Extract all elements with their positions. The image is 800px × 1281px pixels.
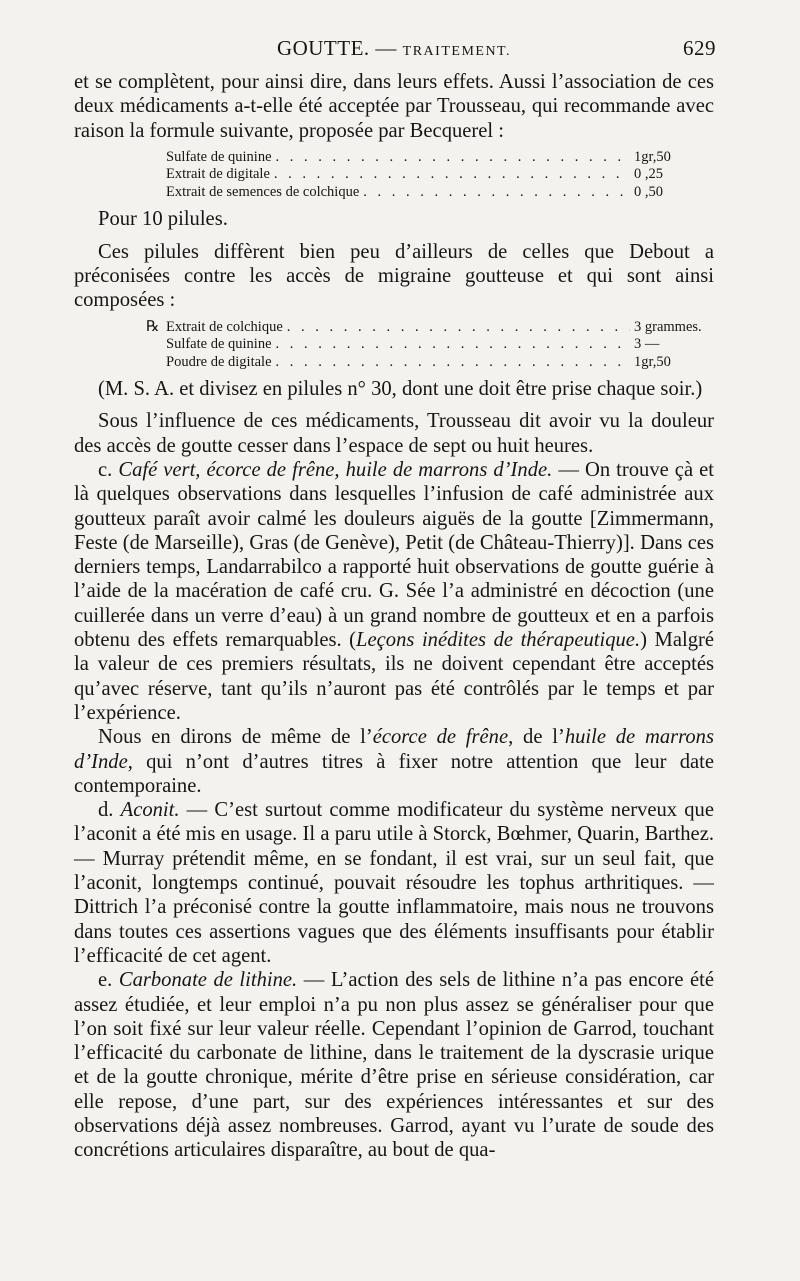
recipe-row [166,184,726,202]
paragraph-cafe-vert [74,458,714,725]
running-subtitle: TRAITEMENT. [402,44,512,59]
paragraph-text: — L’action des sels de lithine n’a pas encore été assez étudiée, et leur emploi n’a pu non plus assez se généraliser pour que l’on soit fixé sur leur valeur réelle. Cependant l’opinion de Garrod, touchant l’efficacité du carbonate de lithine, dans le traitement de la dyscrasie urique et de la goutte chronique, mérite d’être prise en sérieuse considération, car elle repose, d’une part, sur des expériences intéressantes et sur des observations déjà assez nombreuses. Garrod, ayant vu l’urate de soude des concrétions articulaires disparaître, au bout de qua- [74,969,714,1162]
recipe-row [146,318,726,337]
paragraph-dosage-note: (M. S. A. et divisez en pilules n° 30, dont une doit être prise chaque soir.) [98,378,703,401]
running-head [74,36,714,61]
recipe-row [166,336,726,354]
section-label: e. [98,969,113,992]
ingredient-quantity: 3 — [634,336,660,353]
leader-dots [363,184,630,202]
section-title: Café vert, écorce de frêne, huile de marrons d’Inde. [118,458,553,481]
section-title: Aconit. [120,799,180,822]
paragraph-pill-count: Pour 10 pilules. [98,208,228,231]
paragraph-trousseau: Sous l’influence de ces médicaments, Trousseau dit avoir vu la douleur des accès de goutte cesser dans l’espace de sept ou huit heures. [74,410,714,457]
recipe-becquerel [166,149,726,202]
paragraph-text: , qui n’ont d’autres titres à fixer notre attention que leur date contemporaine. [74,750,714,797]
recipe-row [166,149,726,167]
recipe-row [166,354,726,372]
ingredient-name: Extrait de digitale [166,166,270,183]
ingredient-quantity: 3 grammes. [634,318,702,335]
section-label: d. [98,799,114,822]
section-label: c. [98,458,113,481]
ingredient-name: Extrait de colchique [166,318,283,335]
paragraph-text: , de l’ [508,726,565,749]
paragraph-lithine [74,968,714,1162]
italic-term: huile de marrons d’Inde [74,726,714,773]
leader-dots [276,149,630,167]
paragraph-text: — On trouve çà et là quelques observations dans lesquelles l’infusion de café administrée aux goutteux paraît avoir calmé les douleurs aiguës de la goutte [Zimmermann, Feste (de Marseille), Gras (de Genève), Petit (de Château-Thierry)]. Dans ces derniers temps, Landarrabilco a rapporté huit observations de goutte guérie à l’aide de la macération de café cru. G. Sée l’a administré en décoction (une cuillerée dans un verre d’eau) à un grand nombre de goutteux et en a parfois obtenu des effets remarquables. ( [74,458,714,652]
ingredient-name: Poudre de digitale [166,353,272,370]
page-header [74,36,714,70]
leader-dots [287,319,630,337]
section-title: Carbonate de lithine. [118,969,298,992]
ingredient-name: Sulfate de quinine [166,336,272,353]
ingredient-quantity: 0 ,25 [634,166,663,183]
leader-dots [276,354,630,372]
recipe-debout [146,318,726,372]
paragraph-text: Nous en dirons de même de l’ [98,726,373,749]
paragraph-text: — C’est surtout comme modificateur du système nerveux que l’aconit a été mis en usage. Il a paru utile à Storck, Bœhmer, Quarin, Barthez. — Murray prétendit même, en se fondant, il est vrai, sur un seul fait, que l’aconit, longtemps continué, pouvait résoudre les tophus arthritiques. — Dittrich l’a préconisé contre la goutte inflammatoire, mais nous ne trouvons dans toutes ces assertions vagues que des éléments insuffisants pour établir l’efficacité de cet agent. [74,799,714,967]
paragraph-frene [74,725,714,798]
ingredient-quantity: 1gr,50 [634,148,671,165]
recipe-row [166,166,726,184]
running-title: GOUTTE. [276,36,370,60]
leader-dots [276,336,630,354]
prescription-symbol: ℞ [146,318,160,335]
ingredient-quantity: 1gr,50 [634,353,671,370]
running-dash: — [375,36,397,60]
italic-term: écorce de frêne [372,726,509,749]
leader-dots [274,166,630,184]
ingredient-quantity: 0 ,50 [634,183,663,200]
reference-title: Leçons inédites de thérapeutique. [356,629,641,652]
paragraph-aconit [74,798,714,968]
ingredient-name: Extrait de semences de colchique [166,183,360,200]
ingredient-name: Sulfate de quinine [166,148,272,165]
paragraph-text: ) Malgré la valeur de ces premiers résultats, ils ne doivent cependant être acceptés qu’avec réserve, tant qu’ils n’auront pas été contrôlés par le temps et par l’expérience. [74,629,714,724]
paragraph-intro: et se complètent, pour ainsi dire, dans leurs effets. Aussi l’association de ces deux médicaments a-t-elle été acceptée par Trousseau, qui recommande avec raison la formule suivante, proposée par Becquerel : [74,71,714,142]
paragraph-debout: Ces pilules diffèrent bien peu d’ailleurs de celles que Debout a préconisées contre les accès de migraine goutteuse et qui sont ainsi composées : [74,240,714,312]
page-number: 629 [683,36,716,60]
